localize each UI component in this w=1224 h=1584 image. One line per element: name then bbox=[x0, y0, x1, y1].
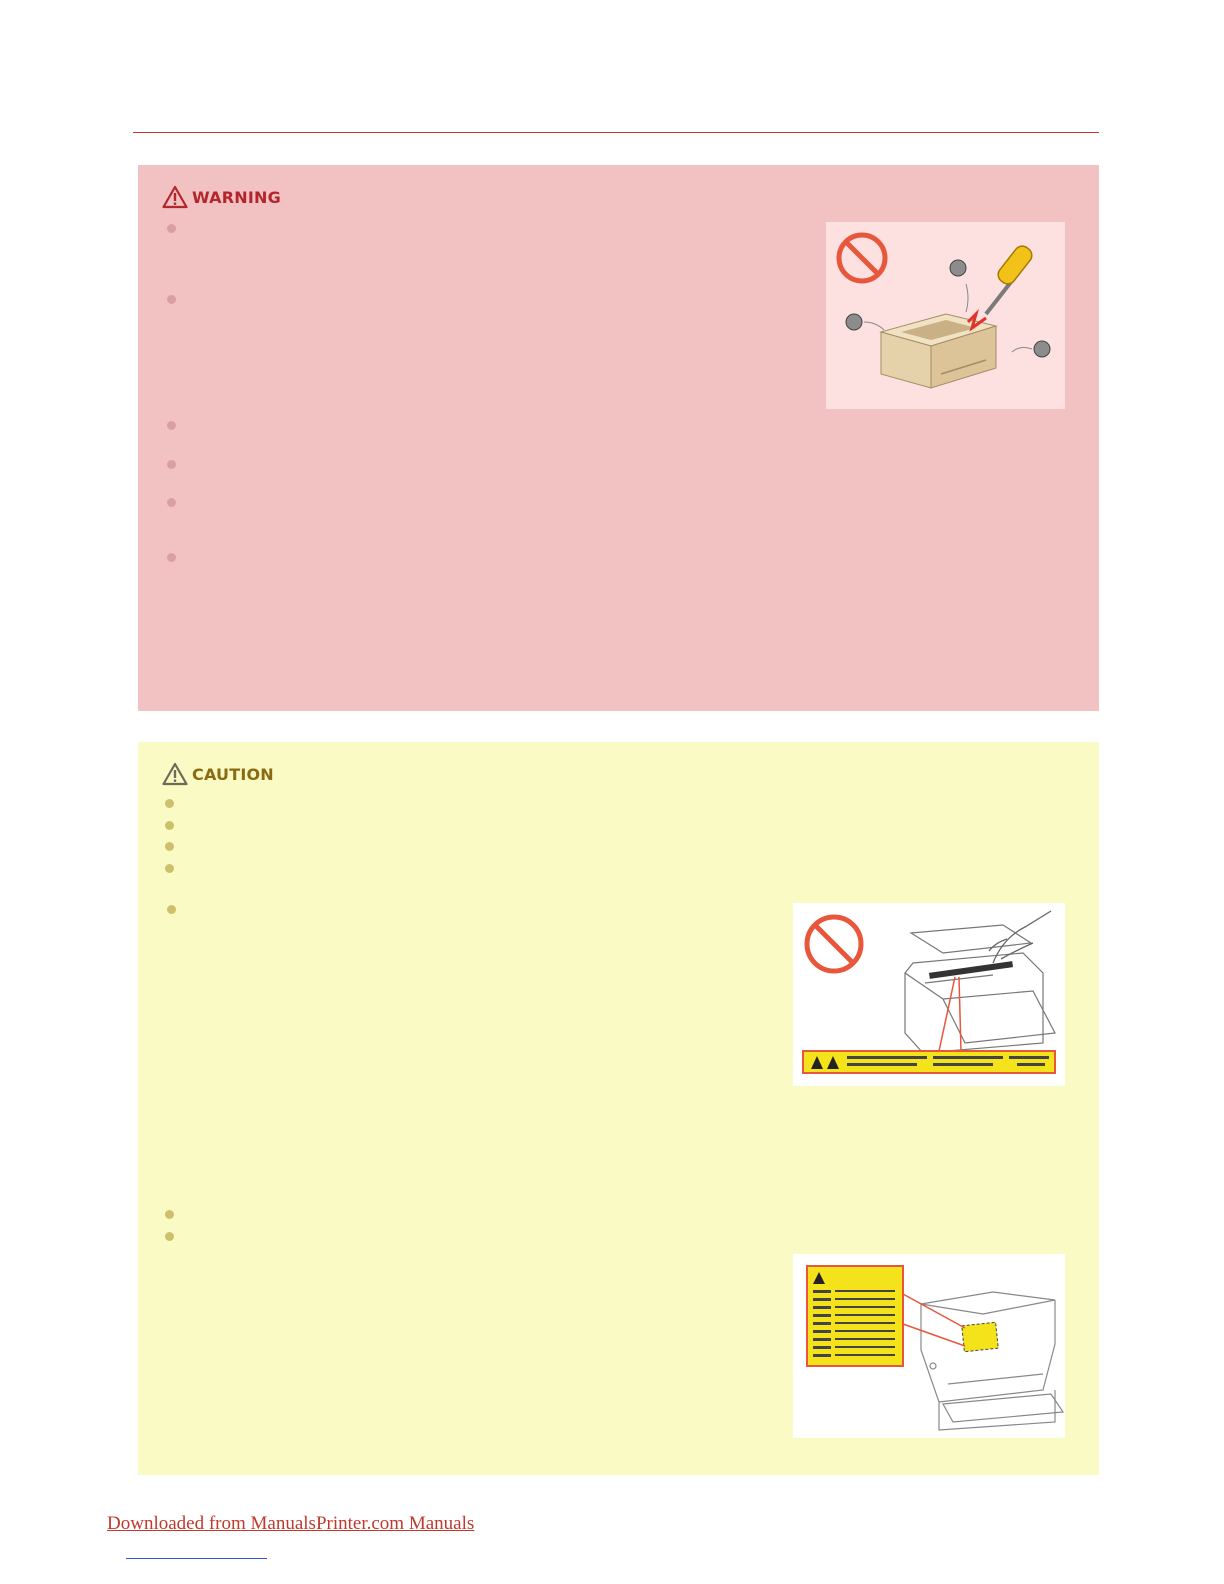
screw-icon bbox=[1012, 341, 1050, 357]
caution-bullet bbox=[165, 799, 174, 808]
caution-label-location-illustration bbox=[793, 1254, 1065, 1438]
warning-heading-label: WARNING bbox=[192, 187, 281, 207]
warning-bullet bbox=[167, 295, 176, 304]
prohibition-icon bbox=[839, 235, 885, 281]
screw-icon bbox=[950, 260, 968, 312]
footer-underline bbox=[126, 1558, 267, 1559]
prohibition-icon bbox=[807, 917, 861, 971]
caution-heading-label: CAUTION bbox=[192, 764, 274, 784]
caution-label-icon bbox=[807, 1266, 903, 1366]
warning-triangle-icon bbox=[162, 185, 188, 209]
caution-triangle-icon bbox=[162, 762, 188, 786]
caution-bullet bbox=[167, 905, 176, 914]
printer-icon bbox=[881, 314, 996, 388]
caution-heading bbox=[162, 762, 274, 786]
caution-box bbox=[138, 742, 1099, 1475]
warning-heading bbox=[162, 185, 281, 209]
hot-surface-prohibited-illustration bbox=[793, 903, 1065, 1086]
screw-icon bbox=[846, 314, 884, 330]
warning-bullet bbox=[167, 460, 176, 469]
warning-bullet bbox=[167, 224, 176, 233]
disassembly-prohibited-illustration bbox=[826, 222, 1065, 409]
header-rule bbox=[133, 132, 1099, 133]
screwdriver-icon bbox=[986, 243, 1035, 314]
warning-bullet bbox=[167, 553, 176, 562]
caution-bullet bbox=[165, 864, 174, 873]
printer-icon bbox=[921, 1292, 1063, 1430]
printer-icon bbox=[905, 925, 1055, 1053]
warning-box bbox=[138, 165, 1099, 711]
caution-bullet bbox=[165, 821, 174, 830]
caution-bullet bbox=[165, 842, 174, 851]
caution-bullet bbox=[165, 1232, 174, 1241]
warning-bullet bbox=[167, 421, 176, 430]
warning-bullet bbox=[167, 498, 176, 507]
hot-surface-label bbox=[803, 1051, 1055, 1073]
footer-download-link[interactable]: Downloaded from ManualsPrinter.com Manuals bbox=[107, 1513, 475, 1534]
caution-bullet bbox=[165, 1210, 174, 1219]
